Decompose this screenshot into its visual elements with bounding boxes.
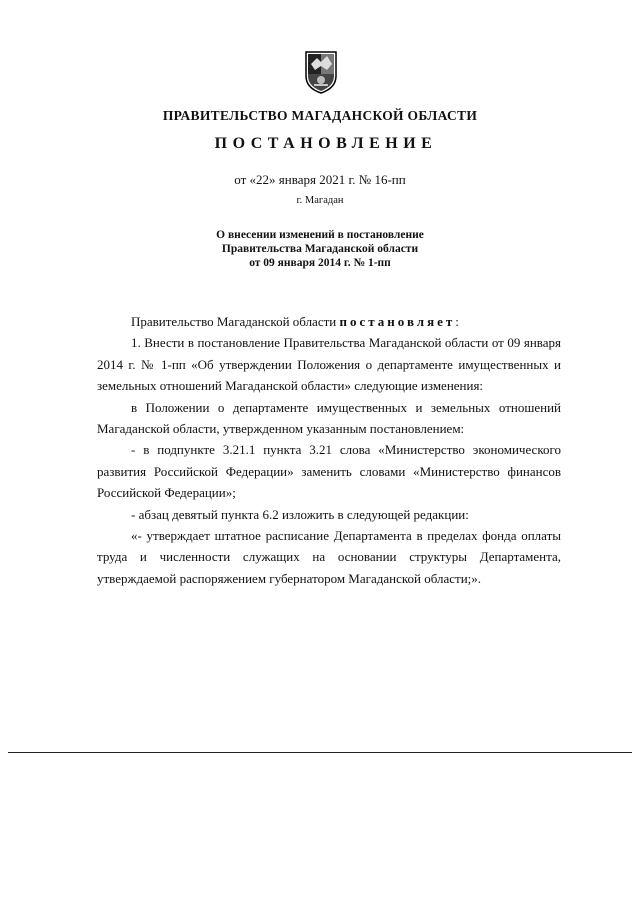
subject-line: Правительства Магаданской области <box>221 243 419 255</box>
document-type: ПОСТАНОВЛЕНИЕ <box>214 135 438 152</box>
body-paragraph: 1. Внести в постановление Правительства Магаданской области от 09 января 2014 г. № 1-пп «Об утверждении Положения о департаменте имущественных и земельных отношений Магаданской области» следующие изменения: <box>97 335 561 394</box>
subject-line: О внесении изменений в постановление <box>216 229 424 241</box>
intro-decree-word: постановляет <box>339 314 456 329</box>
body-paragraph: «- утверждает штатное расписание Департамента в пределах фонда оплаты труда и численности служащих на основании структуры Департамента, утверждаемой распоряжением губернатором Магаданской области;». <box>97 528 561 586</box>
coat-of-arms-icon <box>305 50 337 94</box>
body-paragraph: - абзац девятый пункта 6.2 изложить в следующей редакции: <box>131 506 469 522</box>
intro-suffix: : <box>455 314 459 329</box>
footer-divider <box>8 752 632 753</box>
document-body <box>97 311 561 589</box>
document-subject <box>0 228 640 270</box>
body-paragraph: в Положении о департаменте имущественных и земельных отношений Магаданской области, утвержденном указанным постановлением: <box>97 399 561 437</box>
subject-line: от 09 января 2014 г. № 1-пп <box>249 257 391 269</box>
intro-prefix: Правительство Магаданской области <box>131 314 340 329</box>
document-date: от «22» января 2021 г. № 16-пп <box>234 172 406 187</box>
government-title: ПРАВИТЕЛЬСТВО МАГАДАНСКОЙ ОБЛАСТИ <box>162 108 478 123</box>
intro-paragraph <box>97 311 561 332</box>
body-paragraph: - в подпункте 3.21.1 пункта 3.21 слова «Министерство экономического развития Российской Федерации» заменить словами «Министерство финансов Российской Федерации»; <box>97 442 561 501</box>
document-city: г. Магадан <box>296 195 344 206</box>
